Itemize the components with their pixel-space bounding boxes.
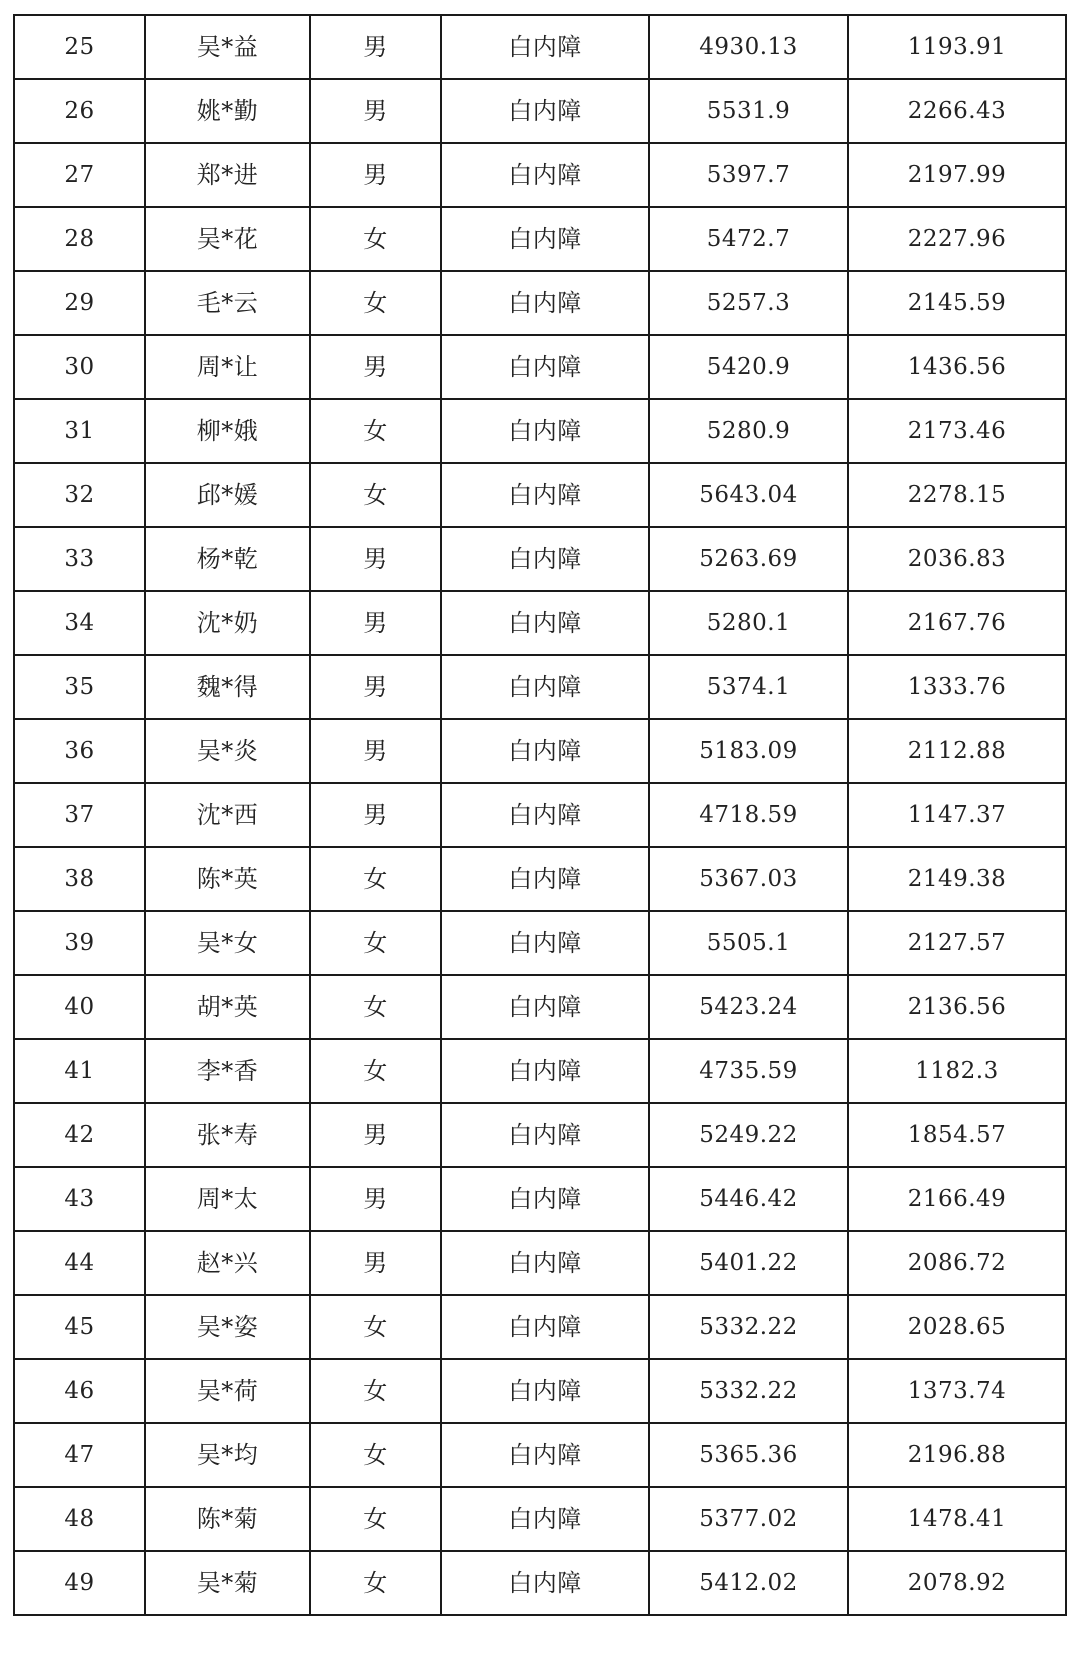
total-cost-cell: 5183.09 bbox=[649, 719, 848, 783]
table-row bbox=[14, 1487, 1066, 1551]
table-row bbox=[14, 1423, 1066, 1487]
gender-cell: 女 bbox=[310, 1423, 441, 1487]
disease-cell: 白内障 bbox=[441, 1551, 649, 1615]
gender-cell: 女 bbox=[310, 1359, 441, 1423]
reimbursed-amount-cell: 1333.76 bbox=[848, 655, 1066, 719]
table-row bbox=[14, 399, 1066, 463]
reimbursed-amount-cell: 1193.91 bbox=[848, 15, 1066, 79]
table-row bbox=[14, 207, 1066, 271]
disease-cell: 白内障 bbox=[441, 143, 649, 207]
disease-cell: 白内障 bbox=[441, 1487, 649, 1551]
reimbursed-amount-cell: 2127.57 bbox=[848, 911, 1066, 975]
table-row bbox=[14, 911, 1066, 975]
disease-cell: 白内障 bbox=[441, 463, 649, 527]
gender-cell: 男 bbox=[310, 79, 441, 143]
patient-name-cell: 陈*菊 bbox=[145, 1487, 310, 1551]
patient-name-cell: 李*香 bbox=[145, 1039, 310, 1103]
reimbursed-amount-cell: 2166.49 bbox=[848, 1167, 1066, 1231]
disease-cell: 白内障 bbox=[441, 591, 649, 655]
row-number-cell: 26 bbox=[14, 79, 145, 143]
row-number-cell: 27 bbox=[14, 143, 145, 207]
reimbursed-amount-cell: 1147.37 bbox=[848, 783, 1066, 847]
gender-cell: 男 bbox=[310, 1103, 441, 1167]
table-row bbox=[14, 1295, 1066, 1359]
total-cost-cell: 5397.7 bbox=[649, 143, 848, 207]
total-cost-cell: 4735.59 bbox=[649, 1039, 848, 1103]
reimbursed-amount-cell: 1854.57 bbox=[848, 1103, 1066, 1167]
patient-name-cell: 沈*西 bbox=[145, 783, 310, 847]
reimbursed-amount-cell: 2078.92 bbox=[848, 1551, 1066, 1615]
row-number-cell: 30 bbox=[14, 335, 145, 399]
patient-name-cell: 沈*奶 bbox=[145, 591, 310, 655]
row-number-cell: 31 bbox=[14, 399, 145, 463]
reimbursed-amount-cell: 2197.99 bbox=[848, 143, 1066, 207]
row-number-cell: 39 bbox=[14, 911, 145, 975]
reimbursed-amount-cell: 2196.88 bbox=[848, 1423, 1066, 1487]
total-cost-cell: 5365.36 bbox=[649, 1423, 848, 1487]
disease-cell: 白内障 bbox=[441, 1103, 649, 1167]
record-table-container bbox=[13, 14, 1065, 1616]
patient-name-cell: 吴*姿 bbox=[145, 1295, 310, 1359]
row-number-cell: 38 bbox=[14, 847, 145, 911]
total-cost-cell: 5643.04 bbox=[649, 463, 848, 527]
row-number-cell: 32 bbox=[14, 463, 145, 527]
gender-cell: 女 bbox=[310, 1487, 441, 1551]
patient-name-cell: 郑*进 bbox=[145, 143, 310, 207]
patient-name-cell: 毛*云 bbox=[145, 271, 310, 335]
reimbursed-amount-cell: 2112.88 bbox=[848, 719, 1066, 783]
gender-cell: 女 bbox=[310, 847, 441, 911]
total-cost-cell: 5374.1 bbox=[649, 655, 848, 719]
reimbursed-amount-cell: 1182.3 bbox=[848, 1039, 1066, 1103]
row-number-cell: 37 bbox=[14, 783, 145, 847]
total-cost-cell: 5280.9 bbox=[649, 399, 848, 463]
row-number-cell: 48 bbox=[14, 1487, 145, 1551]
patient-name-cell: 周*让 bbox=[145, 335, 310, 399]
disease-cell: 白内障 bbox=[441, 1295, 649, 1359]
table-row bbox=[14, 1167, 1066, 1231]
table-body bbox=[14, 15, 1066, 1615]
gender-cell: 女 bbox=[310, 911, 441, 975]
disease-cell: 白内障 bbox=[441, 1359, 649, 1423]
gender-cell: 男 bbox=[310, 15, 441, 79]
row-number-cell: 35 bbox=[14, 655, 145, 719]
table-row bbox=[14, 847, 1066, 911]
record-table bbox=[13, 14, 1067, 1616]
reimbursed-amount-cell: 2086.72 bbox=[848, 1231, 1066, 1295]
reimbursed-amount-cell: 2145.59 bbox=[848, 271, 1066, 335]
reimbursed-amount-cell: 1436.56 bbox=[848, 335, 1066, 399]
disease-cell: 白内障 bbox=[441, 975, 649, 1039]
reimbursed-amount-cell: 2167.76 bbox=[848, 591, 1066, 655]
table-row bbox=[14, 463, 1066, 527]
patient-name-cell: 吴*益 bbox=[145, 15, 310, 79]
table-row bbox=[14, 783, 1066, 847]
row-number-cell: 47 bbox=[14, 1423, 145, 1487]
patient-name-cell: 吴*女 bbox=[145, 911, 310, 975]
table-row bbox=[14, 15, 1066, 79]
total-cost-cell: 5280.1 bbox=[649, 591, 848, 655]
patient-name-cell: 柳*娥 bbox=[145, 399, 310, 463]
disease-cell: 白内障 bbox=[441, 399, 649, 463]
reimbursed-amount-cell: 1478.41 bbox=[848, 1487, 1066, 1551]
row-number-cell: 45 bbox=[14, 1295, 145, 1359]
disease-cell: 白内障 bbox=[441, 719, 649, 783]
total-cost-cell: 5412.02 bbox=[649, 1551, 848, 1615]
total-cost-cell: 5263.69 bbox=[649, 527, 848, 591]
row-number-cell: 33 bbox=[14, 527, 145, 591]
patient-name-cell: 吴*炎 bbox=[145, 719, 310, 783]
row-number-cell: 25 bbox=[14, 15, 145, 79]
table-row bbox=[14, 79, 1066, 143]
patient-name-cell: 吴*均 bbox=[145, 1423, 310, 1487]
total-cost-cell: 5505.1 bbox=[649, 911, 848, 975]
row-number-cell: 36 bbox=[14, 719, 145, 783]
table-row bbox=[14, 271, 1066, 335]
gender-cell: 男 bbox=[310, 143, 441, 207]
disease-cell: 白内障 bbox=[441, 527, 649, 591]
total-cost-cell: 5377.02 bbox=[649, 1487, 848, 1551]
disease-cell: 白内障 bbox=[441, 79, 649, 143]
disease-cell: 白内障 bbox=[441, 207, 649, 271]
gender-cell: 男 bbox=[310, 783, 441, 847]
row-number-cell: 46 bbox=[14, 1359, 145, 1423]
table-row bbox=[14, 335, 1066, 399]
row-number-cell: 28 bbox=[14, 207, 145, 271]
row-number-cell: 29 bbox=[14, 271, 145, 335]
gender-cell: 男 bbox=[310, 1167, 441, 1231]
gender-cell: 女 bbox=[310, 399, 441, 463]
gender-cell: 男 bbox=[310, 1231, 441, 1295]
disease-cell: 白内障 bbox=[441, 847, 649, 911]
patient-name-cell: 吴*菊 bbox=[145, 1551, 310, 1615]
row-number-cell: 40 bbox=[14, 975, 145, 1039]
disease-cell: 白内障 bbox=[441, 1423, 649, 1487]
reimbursed-amount-cell: 2278.15 bbox=[848, 463, 1066, 527]
gender-cell: 男 bbox=[310, 591, 441, 655]
total-cost-cell: 4718.59 bbox=[649, 783, 848, 847]
patient-name-cell: 杨*乾 bbox=[145, 527, 310, 591]
reimbursed-amount-cell: 2136.56 bbox=[848, 975, 1066, 1039]
table-row bbox=[14, 591, 1066, 655]
reimbursed-amount-cell: 2227.96 bbox=[848, 207, 1066, 271]
reimbursed-amount-cell: 2266.43 bbox=[848, 79, 1066, 143]
total-cost-cell: 4930.13 bbox=[649, 15, 848, 79]
table-row bbox=[14, 1039, 1066, 1103]
row-number-cell: 49 bbox=[14, 1551, 145, 1615]
total-cost-cell: 5420.9 bbox=[649, 335, 848, 399]
total-cost-cell: 5401.22 bbox=[649, 1231, 848, 1295]
table-row bbox=[14, 655, 1066, 719]
patient-name-cell: 周*太 bbox=[145, 1167, 310, 1231]
patient-name-cell: 赵*兴 bbox=[145, 1231, 310, 1295]
table-row bbox=[14, 1231, 1066, 1295]
gender-cell: 男 bbox=[310, 719, 441, 783]
total-cost-cell: 5531.9 bbox=[649, 79, 848, 143]
table-row bbox=[14, 527, 1066, 591]
total-cost-cell: 5332.22 bbox=[649, 1295, 848, 1359]
table-row bbox=[14, 975, 1066, 1039]
gender-cell: 女 bbox=[310, 271, 441, 335]
reimbursed-amount-cell: 2173.46 bbox=[848, 399, 1066, 463]
row-number-cell: 41 bbox=[14, 1039, 145, 1103]
reimbursed-amount-cell: 1373.74 bbox=[848, 1359, 1066, 1423]
reimbursed-amount-cell: 2036.83 bbox=[848, 527, 1066, 591]
gender-cell: 女 bbox=[310, 975, 441, 1039]
row-number-cell: 43 bbox=[14, 1167, 145, 1231]
disease-cell: 白内障 bbox=[441, 1231, 649, 1295]
patient-name-cell: 陈*英 bbox=[145, 847, 310, 911]
gender-cell: 女 bbox=[310, 207, 441, 271]
total-cost-cell: 5472.7 bbox=[649, 207, 848, 271]
table-row bbox=[14, 1359, 1066, 1423]
reimbursed-amount-cell: 2149.38 bbox=[848, 847, 1066, 911]
gender-cell: 男 bbox=[310, 335, 441, 399]
table-row bbox=[14, 1551, 1066, 1615]
disease-cell: 白内障 bbox=[441, 911, 649, 975]
patient-name-cell: 吴*花 bbox=[145, 207, 310, 271]
total-cost-cell: 5446.42 bbox=[649, 1167, 848, 1231]
disease-cell: 白内障 bbox=[441, 783, 649, 847]
table-row bbox=[14, 143, 1066, 207]
total-cost-cell: 5423.24 bbox=[649, 975, 848, 1039]
disease-cell: 白内障 bbox=[441, 15, 649, 79]
total-cost-cell: 5249.22 bbox=[649, 1103, 848, 1167]
gender-cell: 男 bbox=[310, 527, 441, 591]
disease-cell: 白内障 bbox=[441, 271, 649, 335]
patient-name-cell: 胡*英 bbox=[145, 975, 310, 1039]
table-row bbox=[14, 719, 1066, 783]
disease-cell: 白内障 bbox=[441, 335, 649, 399]
patient-name-cell: 魏*得 bbox=[145, 655, 310, 719]
gender-cell: 女 bbox=[310, 1551, 441, 1615]
gender-cell: 女 bbox=[310, 463, 441, 527]
gender-cell: 女 bbox=[310, 1039, 441, 1103]
disease-cell: 白内障 bbox=[441, 655, 649, 719]
row-number-cell: 42 bbox=[14, 1103, 145, 1167]
gender-cell: 女 bbox=[310, 1295, 441, 1359]
patient-name-cell: 姚*勤 bbox=[145, 79, 310, 143]
row-number-cell: 34 bbox=[14, 591, 145, 655]
table-row bbox=[14, 1103, 1066, 1167]
total-cost-cell: 5257.3 bbox=[649, 271, 848, 335]
row-number-cell: 44 bbox=[14, 1231, 145, 1295]
patient-name-cell: 张*寿 bbox=[145, 1103, 310, 1167]
gender-cell: 男 bbox=[310, 655, 441, 719]
patient-name-cell: 吴*荷 bbox=[145, 1359, 310, 1423]
disease-cell: 白内障 bbox=[441, 1167, 649, 1231]
total-cost-cell: 5332.22 bbox=[649, 1359, 848, 1423]
total-cost-cell: 5367.03 bbox=[649, 847, 848, 911]
reimbursed-amount-cell: 2028.65 bbox=[848, 1295, 1066, 1359]
patient-name-cell: 邱*媛 bbox=[145, 463, 310, 527]
disease-cell: 白内障 bbox=[441, 1039, 649, 1103]
